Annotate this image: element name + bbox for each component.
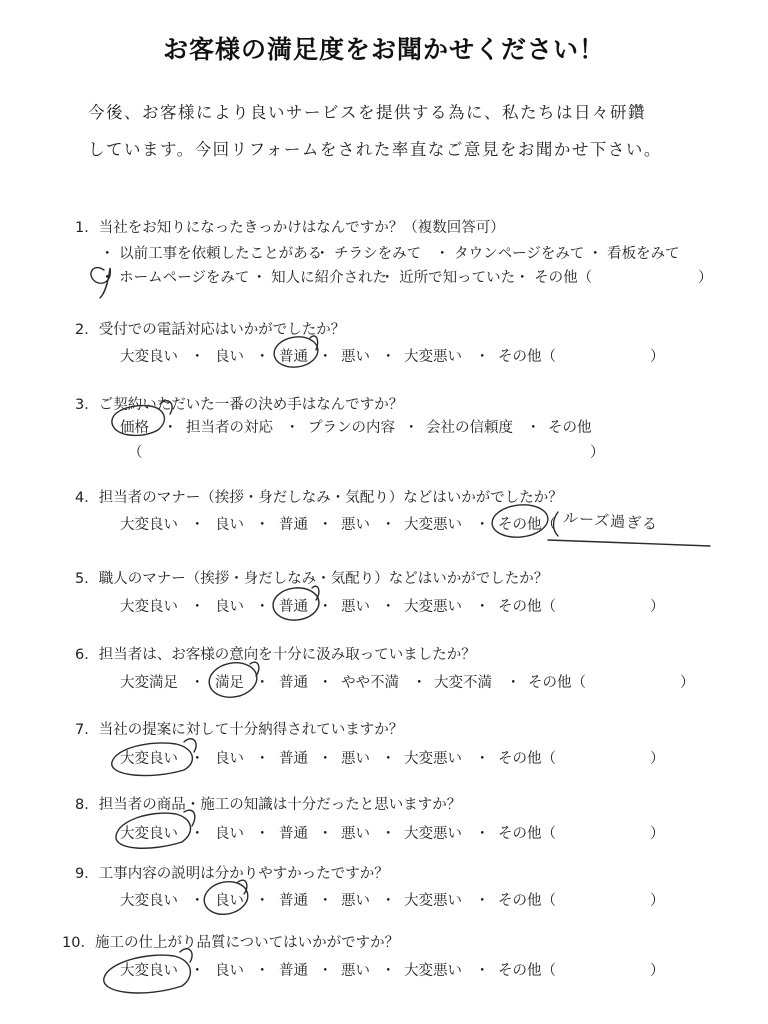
option-average[interactable]: 普通	[279, 349, 308, 365]
separator: ・	[318, 675, 333, 691]
question-7-text: 7．当社の提案に対して十分納得されていますか？	[75, 722, 404, 738]
option-other[interactable]: その他（	[498, 893, 556, 909]
option-good[interactable]: 良い	[215, 963, 244, 979]
separator: ・	[526, 420, 541, 436]
option-good[interactable]: 良い	[215, 517, 244, 533]
option-bad[interactable]: 悪い	[341, 349, 370, 365]
option-very-good[interactable]: 大変良い	[120, 599, 178, 615]
option-good[interactable]: 良い	[215, 893, 244, 909]
question-8-text: 8．担当者の商品・施工の知識は十分だったと思いますか？	[75, 797, 462, 813]
option-other[interactable]: その他（	[498, 751, 556, 767]
intro-line-1: 今後、お客様により良いサービスを提供する為に、私たちは日々研鑽	[88, 103, 646, 122]
separator: ・	[475, 517, 490, 533]
option-very-bad[interactable]: 大変悪い	[404, 826, 462, 842]
option-townpage[interactable]: ・ タウンページをみて	[435, 246, 585, 262]
option-very-bad[interactable]: 大変悪い	[404, 599, 462, 615]
option-other-close: ）	[650, 751, 665, 767]
other-open: （	[128, 445, 143, 461]
option-very-good[interactable]: 大変良い	[120, 826, 178, 842]
separator: ・	[318, 349, 333, 365]
separator: ・	[475, 826, 490, 842]
option-average[interactable]: 普通	[279, 517, 308, 533]
question-2-text: 2．受付での電話対応はいかがでしたか？	[75, 322, 346, 338]
separator: ・	[475, 963, 490, 979]
separator: ・	[190, 963, 205, 979]
option-average[interactable]: 普通	[279, 751, 308, 767]
option-very-good[interactable]: 大変良い	[120, 751, 178, 767]
option-very-bad[interactable]: 大変悪い	[404, 963, 462, 979]
option-other[interactable]: その他（	[498, 349, 556, 365]
separator: ・	[475, 751, 490, 767]
option-very-dissatisfied[interactable]: 大変不満	[434, 675, 492, 691]
option-referral[interactable]: ・ 知人に紹介された	[252, 270, 388, 286]
option-good[interactable]: 良い	[215, 349, 244, 365]
separator: ・	[318, 893, 333, 909]
intro-line-2: しています。今回リフォームをされた率直なご意見をお聞かせ下さい。	[88, 140, 662, 159]
option-other[interactable]: その他（	[498, 826, 556, 842]
option-bad[interactable]: 悪い	[341, 893, 370, 909]
option-average[interactable]: 普通	[279, 599, 308, 615]
option-good[interactable]: 良い	[215, 826, 244, 842]
option-signboard[interactable]: ・ 看板をみて	[588, 246, 680, 262]
separator: ・	[318, 751, 333, 767]
separator: ・	[255, 751, 270, 767]
separator: ・	[285, 420, 300, 436]
option-company-trust[interactable]: 会社の信頼度	[426, 420, 513, 436]
option-flyer[interactable]: ・ チラシをみて	[315, 246, 422, 262]
other-close: ）	[590, 445, 605, 461]
option-very-bad[interactable]: 大変悪い	[404, 893, 462, 909]
question-5-text: 5．職人のマナー（挨拶・身だしなみ・気配り）などはいかがでしたか？	[75, 571, 549, 587]
option-other[interactable]: ・ その他（	[515, 270, 593, 286]
option-other-close: ）	[650, 349, 665, 365]
option-other[interactable]: その他	[548, 420, 592, 436]
option-average[interactable]: 普通	[279, 826, 308, 842]
option-homepage[interactable]: ・ ホームページをみて	[100, 270, 250, 286]
separator: ・	[318, 517, 333, 533]
question-6-text: 6．担当者は、お客様の意向を十分に汲み取っていましたか？	[75, 647, 476, 663]
separator: ・	[381, 349, 396, 365]
separator: ・	[318, 826, 333, 842]
separator: ・	[190, 751, 205, 767]
option-other-close: ）	[680, 675, 695, 691]
question-4-text: 4．担当者のマナー（挨拶・身だしなみ・気配り）などはいかがでしたか？	[75, 490, 563, 506]
option-other-close: ）	[650, 599, 665, 615]
page-title: お客様の満足度をお聞かせください！	[162, 35, 605, 64]
option-past-work[interactable]: ・ 以前工事を依頼したことがある	[100, 246, 323, 262]
option-other[interactable]: その他（	[498, 599, 556, 615]
separator: ・	[255, 675, 270, 691]
option-very-good[interactable]: 大変良い	[120, 517, 178, 533]
option-average[interactable]: 普通	[279, 893, 308, 909]
option-very-bad[interactable]: 大変悪い	[404, 349, 462, 365]
option-very-satisfied[interactable]: 大変満足	[120, 675, 178, 691]
option-satisfied[interactable]: 満足	[215, 675, 244, 691]
separator: ・	[163, 420, 178, 436]
option-other[interactable]: その他（	[498, 517, 556, 533]
separator: ・	[190, 517, 205, 533]
separator: ・	[190, 349, 205, 365]
separator: ・	[381, 599, 396, 615]
separator: ・	[318, 963, 333, 979]
option-other-close: ）	[650, 826, 665, 842]
separator: ・	[255, 599, 270, 615]
separator: ・	[381, 826, 396, 842]
option-other[interactable]: その他（	[528, 675, 586, 691]
separator: ・	[190, 675, 205, 691]
intro-text	[88, 94, 708, 168]
separator: ・	[381, 893, 396, 909]
question-3-text: 3．ご契約いただいた一番の決め手はなんですか？	[75, 397, 404, 413]
question-10-options	[0, 959, 768, 1019]
option-other[interactable]: その他（	[498, 963, 556, 979]
option-very-bad[interactable]: 大変悪い	[404, 517, 462, 533]
question-1-text: 1．当社をお知りになったきっかけはなんですか？（複数回答可）	[75, 220, 505, 236]
option-very-good[interactable]: 大変良い	[120, 963, 178, 979]
option-bad[interactable]: 悪い	[341, 963, 370, 979]
option-staff-response[interactable]: 担当者の対応	[186, 420, 273, 436]
option-average[interactable]: 普通	[279, 963, 308, 979]
separator: ・	[475, 349, 490, 365]
handwritten-answer-q4: ルーズ過ぎる	[562, 508, 659, 534]
separator: ・	[255, 349, 270, 365]
separator: ・	[381, 751, 396, 767]
option-good[interactable]: 良い	[215, 751, 244, 767]
option-bad[interactable]: 悪い	[341, 599, 370, 615]
option-somewhat-dissatisfied[interactable]: やや不満	[341, 675, 399, 691]
separator: ・	[255, 963, 270, 979]
separator: ・	[475, 599, 490, 615]
separator: ・	[412, 675, 427, 691]
separator: ・	[506, 675, 521, 691]
question-9-text: 9．工事内容の説明は分かりやすかったですか？	[75, 866, 389, 882]
separator: ・	[255, 826, 270, 842]
option-price[interactable]: 価格	[120, 420, 149, 436]
option-very-good[interactable]: 大変良い	[120, 893, 178, 909]
option-other-close: ）	[650, 963, 665, 979]
option-other-close: ）	[698, 270, 713, 286]
option-bad[interactable]: 悪い	[341, 826, 370, 842]
separator: ・	[190, 893, 205, 909]
question-10-text: 10．施工の仕上がり品質についてはいかがですか？	[62, 935, 400, 951]
separator: ・	[318, 599, 333, 615]
option-other-close: ）	[650, 893, 665, 909]
option-plan-content[interactable]: プランの内容	[308, 420, 395, 436]
separator: ・	[255, 893, 270, 909]
option-bad[interactable]: 悪い	[341, 751, 370, 767]
separator: ・	[381, 963, 396, 979]
separator: ・	[381, 517, 396, 533]
separator: ・	[475, 893, 490, 909]
option-very-bad[interactable]: 大変悪い	[404, 751, 462, 767]
option-neighborhood[interactable]: ・ 近所で知っていた	[380, 270, 516, 286]
option-good[interactable]: 良い	[215, 599, 244, 615]
question-1-options-row2	[0, 266, 768, 326]
option-average[interactable]: 普通	[279, 675, 308, 691]
option-very-good[interactable]: 大変良い	[120, 349, 178, 365]
separator: ・	[190, 826, 205, 842]
separator: ・	[404, 420, 419, 436]
separator: ・	[190, 599, 205, 615]
option-bad[interactable]: 悪い	[341, 517, 370, 533]
separator: ・	[255, 517, 270, 533]
